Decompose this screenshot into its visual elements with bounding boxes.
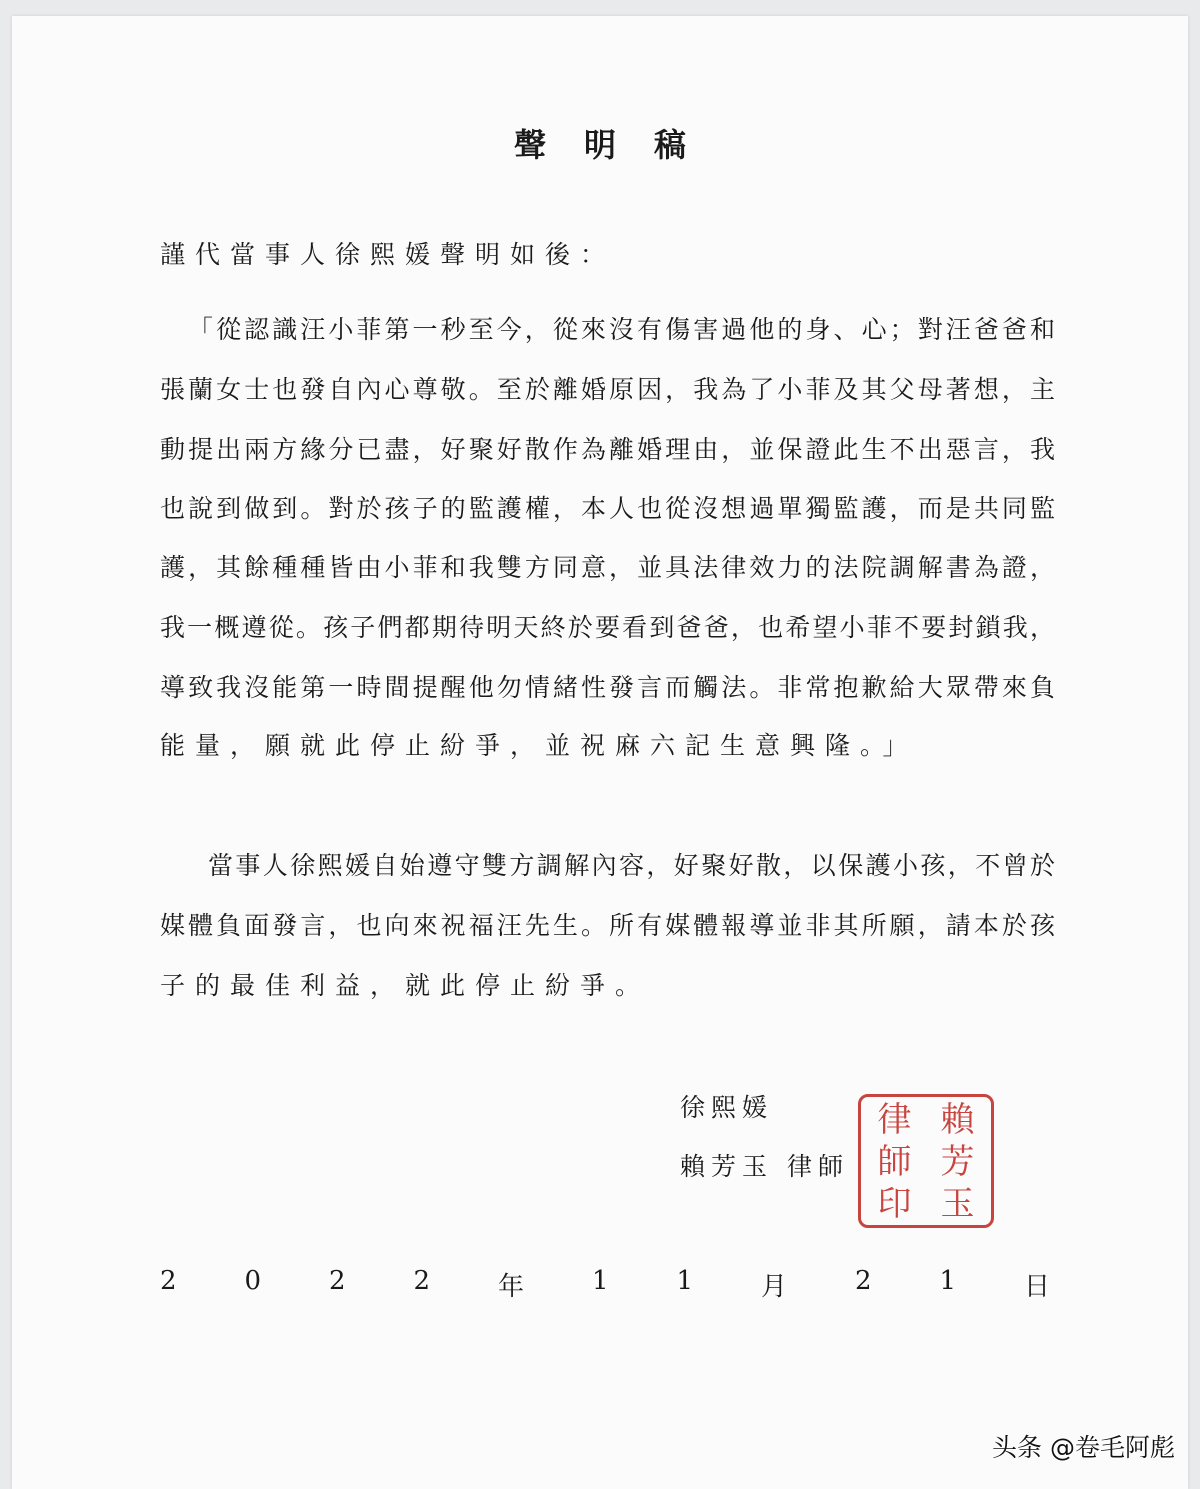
paragraph-line: 媒體負面發言，也向來祝福汪先生。所有媒體報導並非其所願，請本於孩	[160, 911, 1055, 940]
paragraph-line: 也說到做到。對於孩子的監護權，本人也從沒想過單獨監護，而是共同監	[160, 494, 1055, 523]
paragraph-line: 護，其餘種種皆由小菲和我雙方同意，並具法律效力的法院調解書為證，	[160, 553, 1055, 582]
paragraph-line: 張蘭女士也發自內心尊敬。至於離婚原因，我為了小菲及其父母著想，主	[160, 375, 1055, 404]
date-char: 2	[329, 1266, 346, 1296]
paragraph-line: 能量，願就此停止紛爭，並祝麻六記生意興隆。」	[160, 731, 918, 760]
lawyer-seal-stamp	[858, 1094, 994, 1228]
date-char: 年	[498, 1272, 525, 1302]
paragraph-line: 導致我沒能第一時間提醒他勿情緒性發言而觸法。非常抱歉給大眾帶來負	[160, 673, 1055, 702]
salutation: 謹代當事人徐熙媛聲明如後：	[160, 240, 616, 269]
seal-char: 師	[877, 1142, 912, 1182]
paragraph-line: 當事人徐熙媛自始遵守雙方調解內容，好聚好散，以保護小孩，不曾於	[208, 851, 1055, 880]
paragraph-line: 動提出兩方緣分已盡，好聚好散作為離婚理由，並保證此生不出惡言，我	[160, 435, 1055, 464]
seal-char: 律	[877, 1100, 912, 1140]
date-char: 2	[160, 1266, 177, 1296]
date-char: 2	[413, 1266, 431, 1296]
seal-char: 玉	[940, 1184, 975, 1224]
document-title: 聲明稿	[513, 126, 724, 164]
date-char: 1	[939, 1266, 956, 1296]
client-signature: 徐熙媛	[680, 1093, 774, 1122]
paragraph-line: 「從認識汪小菲第一秒至今，從來沒有傷害過他的身、心；對汪爸爸和	[188, 315, 1055, 344]
date-char: 月	[760, 1272, 787, 1302]
date-char: 1	[676, 1266, 694, 1296]
date-char: 0	[244, 1266, 262, 1296]
date-char: 日	[1023, 1272, 1050, 1302]
date-char: 2	[854, 1266, 872, 1296]
paragraph-line: 子的最佳利益，就此停止紛爭。	[160, 971, 651, 1000]
seal-char: 賴	[940, 1100, 975, 1140]
seal-char: 印	[877, 1184, 912, 1224]
lawyer-signature: 賴芳玉 律師	[680, 1152, 849, 1181]
seal-char: 芳	[940, 1142, 975, 1182]
watermark: 头条 @卷毛阿彪	[992, 1433, 1175, 1462]
paragraph-line: 我一概遵從。孩子們都期待明天終於要看到爸爸，也希望小菲不要封鎖我，	[160, 613, 1055, 642]
date-char: 1	[591, 1266, 609, 1296]
document-date	[160, 1266, 1050, 1303]
